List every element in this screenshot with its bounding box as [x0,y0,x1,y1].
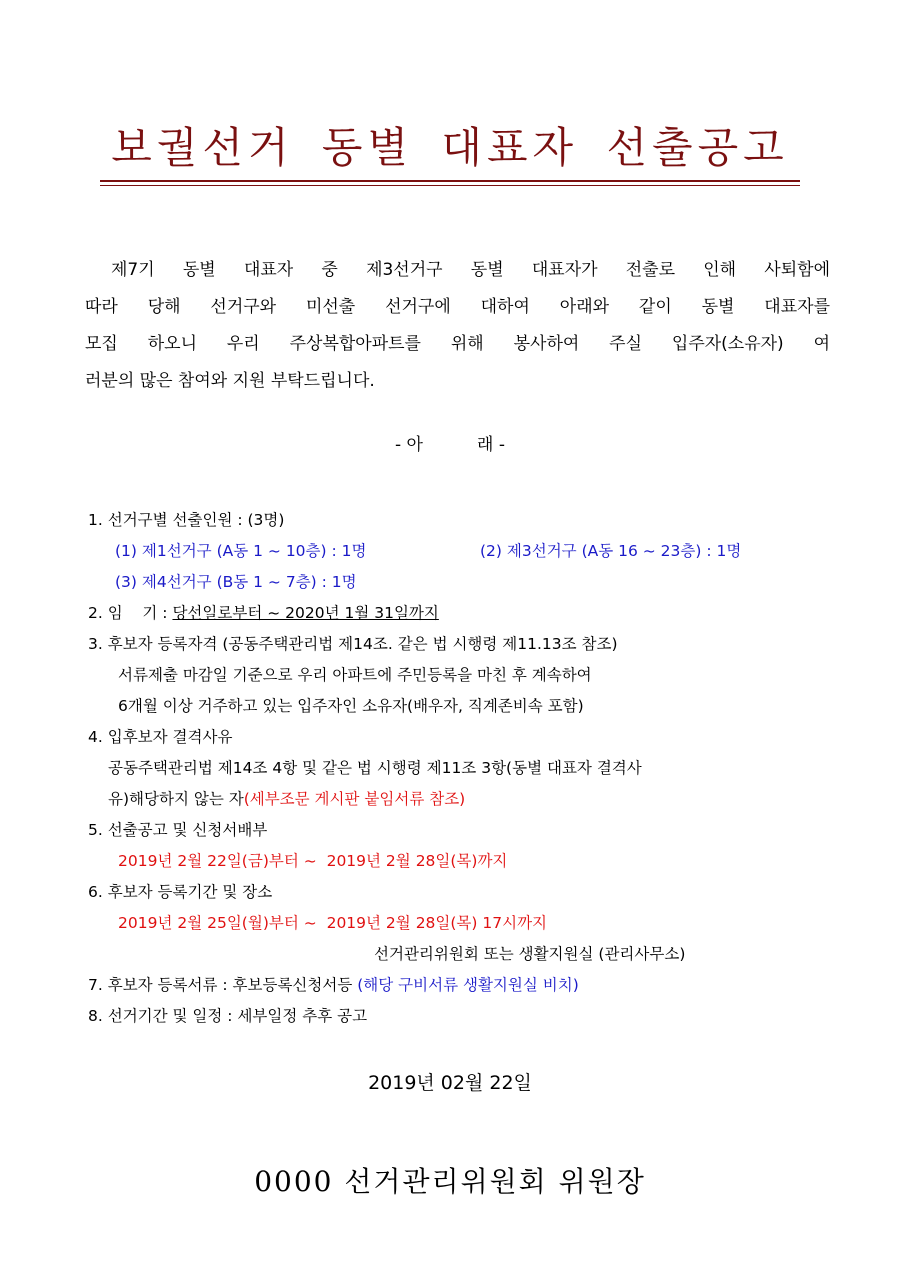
item-6-place: 선거관리위원회 또는 생활지원실 (관리사무소) [374,945,686,963]
intro-line: 러분의 많은 참여와 지원 부탁드립니다. [85,371,375,391]
item-1-sub-2: (2) 제3선거구 (A동 16 ~ 23층) : 1명 [480,542,742,560]
intro-line: 따라 당해 선거구와 미선출 선거구에 대하여 아래와 같이 동별 대표자를 [85,297,830,317]
item-1-sub-1: (1) 제1선거구 (A동 1 ~ 10층) : 1명 [115,542,367,560]
item-5-label: 5. 선출공고 및 신청서배부 [88,821,268,839]
notice-title: 보궐선거 동별 대표자 선출공고 [111,123,789,172]
intro-paragraph [85,252,830,400]
intro-line: 모집 하오니 우리 주상복합아파트를 위해 봉사하여 주실 입주자(소유자) 여 [85,334,830,354]
item-8-label: 8. 선거기간 및 일정 : 세부일정 추후 공고 [88,1007,368,1025]
signature: 0000 선거관리위원회 위원장 [254,1165,646,1198]
section-heading: - 아 래 - [395,435,505,455]
item-1-label: 1. 선거구별 선출인원 : (3명) [88,511,285,529]
item-7-note: (해당 구비서류 생활지원실 비치) [357,976,579,994]
item-4-line-2-text: 유)해당하지 않는 자 [108,790,244,808]
item-2-value: 당선일로부터 ~ 2020년 1월 31일까지 [172,604,439,622]
item-7 [88,973,579,995]
item-4-line-1: 공동주택관리법 제14조 4항 및 같은 법 시행령 제11조 3항(동별 대표자 결격사 [108,759,642,777]
notice-date: 2019년 02월 22일 [368,1072,532,1094]
title-underline-thin [100,185,800,186]
item-6-period: 2019년 2월 25일(월)부터 ~ 2019년 2월 28일(목) 17시까지 [118,914,548,932]
item-4-line-2 [108,787,465,809]
item-5-period: 2019년 2월 22일(금)부터 ~ 2019년 2월 28일(목)까지 [118,852,508,870]
item-3-line-1: 서류제출 마감일 기준으로 우리 아파트에 주민등록을 마친 후 계속하여 [118,666,592,684]
item-2 [88,601,439,623]
item-7-label: 7. 후보자 등록서류 : 후보등록신청서등 [88,976,358,994]
intro-line: 제7기 동별 대표자 중 제3선거구 동별 대표자가 전출로 인해 사퇴함에 [111,260,830,280]
item-4-note: (세부조문 게시판 붙임서류 참조) [243,790,466,808]
item-3-line-2: 6개월 이상 거주하고 있는 입주자인 소유자(배우자, 직계존비속 포함) [118,697,584,715]
item-4-label: 4. 입후보자 결격사유 [88,728,233,746]
item-3-label: 3. 후보자 등록자격 (공동주택관리법 제14조. 같은 법 시행령 제11.13조 참조) [88,635,618,653]
title-block [100,118,800,178]
item-6-label: 6. 후보자 등록기간 및 장소 [88,883,273,901]
item-1-sub-3: (3) 제4선거구 (B동 1 ~ 7층) : 1명 [115,573,357,591]
title-underline [100,180,800,182]
item-2-label: 2. 임 기 : [88,604,173,622]
